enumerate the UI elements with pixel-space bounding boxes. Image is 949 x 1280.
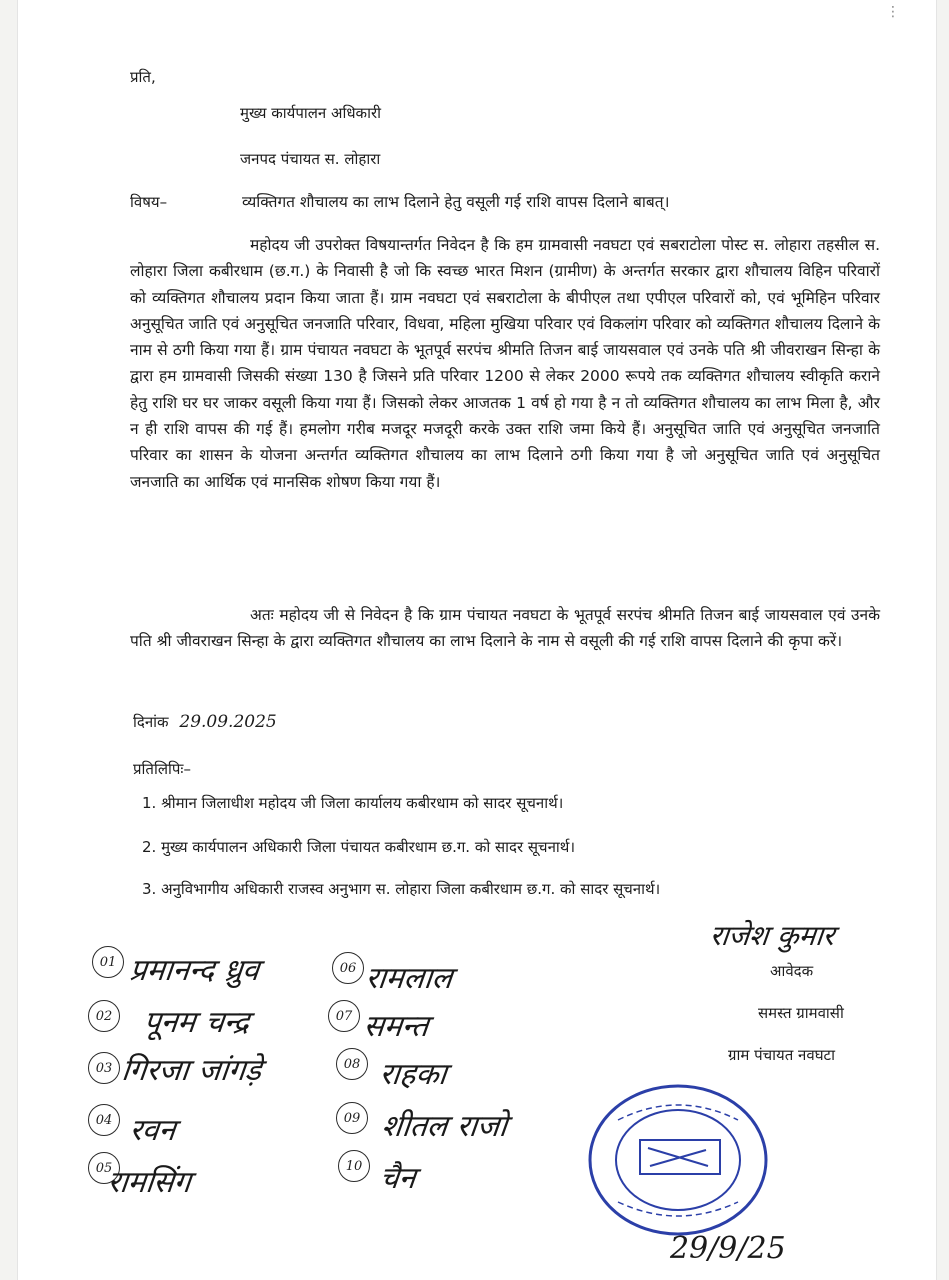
signature-name: चैन [377, 1161, 418, 1196]
salutation: प्रति, [130, 68, 156, 86]
copy-to-item-3: 3. अनुविभागीय अधिकारी राजस्व अनुभाग स. लोहारा जिला कबीरधाम छ.ग. को सादर सूचनार्थ। [142, 880, 661, 898]
applicant-role: आवेदक [770, 962, 814, 980]
copy-to-label: प्रतिलिपिः– [133, 760, 191, 778]
signature-number: 02 [88, 1000, 120, 1032]
signature-number: 10 [338, 1150, 370, 1182]
subject-label: विषय– [130, 193, 168, 211]
body-paragraph-1: महोदय जी उपरोक्त विषयान्तर्गत निवेदन है कि हम ग्रामवासी नवघटा एवं सबराटोला पोस्ट स. लोहारा तहसील स. लोहारा जिला कबीरधाम (छ.ग.) के निवासी है जो कि स्वच्छ भारत मिशन (ग्रामीण) के अन्तर्गत सरकार द्वारा शौचालय विहिन परिवारों को व्यक्तिगत शौचालय प्रदान किया जाता हैं। ग्राम नवघटा एवं सबराटोला के बीपीएल तथा एपीएल परिवारों को, एवं भूमिहिन परिवार अनुसूचित जाति एवं अनुसूचित जनजाति परिवार, विधवा, महिला मुखिया परिवार एवं विकलांग परिवार को व्यक्तिगत शौचालय दिलाने के नाम से ठगी किया गया हैं। ग्राम पंचायत नवघटा के भूतपूर्व सरपंच श्रीमति तिजन बाई जायसवाल एवं उनके पति श्री जीवराखन सिन्हा के द्वारा हम ग्रामवासी जिसकी संख्या 130 है जिसने प्रति परिवार 1200 से लेकर 2000 रूपये तक व्यक्तिगत शौचालय स्वीकृति कराने हेतु राशि घर घर जाकर वसूली किया गया हैं। जिसको लेकर आजतक 1 वर्ष हो गया है न तो व्यक्तिगत शौचालय का लाभ मिला है, और न ही राशि वापस की गई हैं। हमलोग गरीब मजदूर मजदूरी करके उक्त राशि जमा किये हैं। अनुसूचित जाति एवं अनुसूचित जनजाति परिवार का शासन के योजना अन्तर्गत व्यक्तिगत शौचालय का लाभ दिलाने ठगी किया गया है जो अनुसूचित जाति एवं अनुसूचित जनजाति का आर्थिक एवं मानसिक शोषण किया गया हैं। [130, 236, 880, 491]
signature-name: पूनम चन्द्र [141, 1005, 252, 1040]
body-paragraph-2: अतः महोदय जी से निवेदन है कि ग्राम पंचायत नवघटा के भूतपूर्व सरपंच श्रीमति तिजन बाई जायसवाल एवं उनके पति श्री जीवराखन सिन्हा के द्वारा व्यक्तिगत शौचालय का लाभ दिलाने के नाम से वसूली की गई राशि वापस दिलाने की कृपा करें। [130, 606, 880, 651]
date-value: 29.09.2025 [179, 712, 277, 732]
signature-number: 01 [92, 946, 124, 978]
seal-handwritten-date: 29/9/25 [670, 1231, 786, 1266]
signature-name: रवन [127, 1113, 178, 1148]
recipient-office: जनपद पंचायत स. लोहारा [240, 150, 381, 168]
official-seal [578, 1080, 808, 1270]
signature-name: समन्त [361, 1009, 431, 1044]
signature-number: 08 [336, 1048, 368, 1080]
signature-name: शीतल राजो [379, 1109, 509, 1144]
copy-to-item-2: 2. मुख्य कार्यपालन अधिकारी जिला पंचायत कबीरधाम छ.ग. को सादर सूचनार्थ। [142, 838, 576, 856]
more-menu-icon[interactable]: ⋮ [886, 4, 902, 20]
copy-to-item-1: 1. श्रीमान जिलाधीश महोदय जी जिला कार्यालय कबीरधाम को सादर सूचनार्थ। [142, 794, 564, 812]
seal-stamp-icon [590, 1086, 766, 1234]
signature-name: रामलाल [363, 961, 455, 996]
applicant-panchayat: ग्राम पंचायत नवघटा [728, 1046, 836, 1064]
signature-name: गिरजा जांगड़े [119, 1053, 264, 1088]
signature-name: प्रमानन्द ध्रुव [127, 953, 261, 988]
signature-name: राहका [377, 1057, 449, 1092]
date-row [133, 712, 277, 732]
applicant-signature: राजेश कुमार [708, 919, 837, 952]
signature-name: रामसिंग [105, 1165, 193, 1200]
applicant-group: समस्त ग्रामवासी [758, 1004, 844, 1022]
signature-number: 06 [332, 952, 364, 984]
signature-number: 05 [88, 1152, 120, 1184]
subject-text: व्यक्तिगत शौचालय का लाभ दिलाने हेतु वसूली गई राशि वापस दिलाने बाबत्। [242, 193, 670, 211]
signature-number: 09 [336, 1102, 368, 1134]
date-label: दिनांक [133, 713, 169, 731]
recipient-title: मुख्य कार्यपालन अधिकारी [240, 104, 381, 122]
signature-number: 07 [328, 1000, 360, 1032]
signature-number: 03 [88, 1052, 120, 1084]
signature-number: 04 [88, 1104, 120, 1136]
letter-page [18, 0, 936, 1280]
